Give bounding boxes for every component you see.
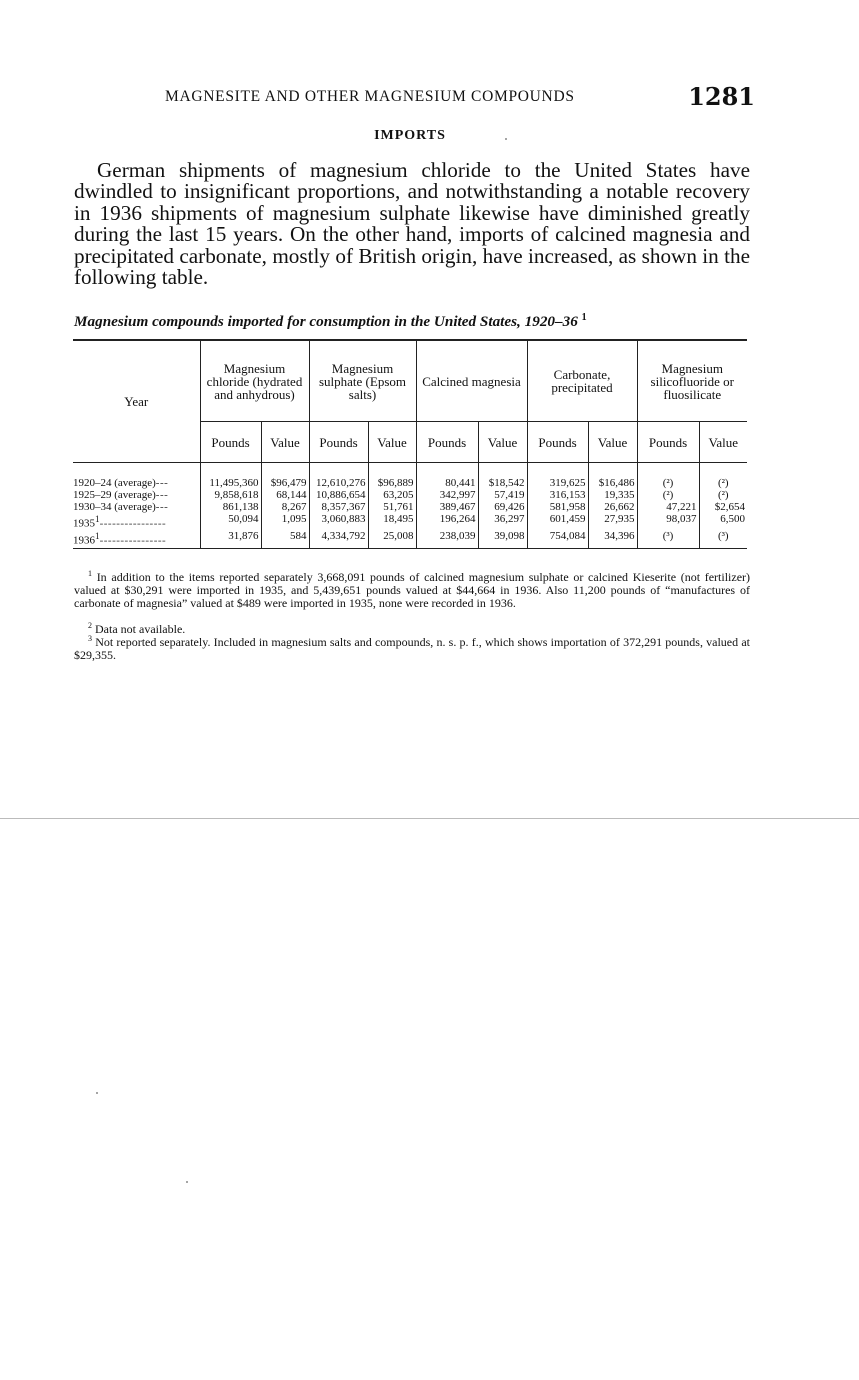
table-cell: $96,479	[261, 463, 309, 490]
footnote-ref: 1	[95, 514, 100, 524]
year-label: 1935	[73, 517, 95, 530]
table-cell: (²)	[699, 489, 747, 501]
scan-speck	[505, 138, 507, 140]
imports-table	[73, 339, 747, 549]
running-title: MAGNESITE AND OTHER MAGNESIUM COMPOUNDS	[165, 88, 575, 105]
footnote-text: Data not available.	[95, 622, 186, 636]
table-cell: 4,334,792	[309, 530, 368, 549]
table-cell: 11,495,360	[200, 463, 261, 490]
table-cell: 50,094	[200, 513, 261, 530]
table-cell: 98,037	[637, 513, 699, 530]
leader-dots: ---	[155, 489, 169, 501]
footnote-mark: 2	[88, 621, 92, 630]
footnote-1	[74, 567, 750, 611]
table-cell: (²)	[699, 463, 747, 490]
table-cell: 26,662	[588, 501, 637, 513]
table-cell: 69,426	[478, 501, 527, 513]
value-header: Value	[699, 422, 747, 463]
table-row	[73, 489, 747, 501]
value-header: Value	[588, 422, 637, 463]
footnote-mark: 3	[88, 634, 92, 643]
table-cell: $96,889	[368, 463, 416, 490]
table-cell: 19,335	[588, 489, 637, 501]
table-cell: (³)	[637, 530, 699, 549]
table-cell: 10,886,654	[309, 489, 368, 501]
year-cell	[73, 489, 200, 501]
table-cell: $2,654	[699, 501, 747, 513]
table-caption	[74, 312, 754, 331]
table-cell: 63,205	[368, 489, 416, 501]
table-cell: 25,008	[368, 530, 416, 549]
table-row	[73, 530, 747, 549]
table-cell: $16,486	[588, 463, 637, 490]
leader-dots: ----------------	[99, 517, 167, 530]
year-cell	[73, 530, 200, 549]
value-header: Value	[368, 422, 416, 463]
table-cell: 27,935	[588, 513, 637, 530]
table-cell: 8,267	[261, 501, 309, 513]
scan-speck	[186, 1181, 188, 1183]
pounds-header: Pounds	[200, 422, 261, 463]
scan-speck	[96, 1092, 98, 1094]
table-cell: 31,876	[200, 530, 261, 549]
table-cell: 861,138	[200, 501, 261, 513]
footnote-3	[74, 632, 750, 662]
year-header: Year	[73, 340, 200, 463]
table-cell: 754,084	[527, 530, 588, 549]
table-cell: 68,144	[261, 489, 309, 501]
year-cell	[73, 513, 200, 530]
footnote-text: In addition to the items reported separately 3,668,091 pounds of calcined magnesium sulphate or calcined Kieserite (not fertilizer) valued at $30,291 were imported in 1935, and 5,439,651 pounds valued at $44,664 in 1936. Also 11,200 pounds of “manufactures of carbonate of magnesia” valued at $489 were imported in 1935, none were recorded in 1936.	[74, 570, 751, 611]
year-label: 1930–34 (average)	[73, 501, 156, 513]
running-head	[165, 82, 755, 111]
table-cell: 36,297	[478, 513, 527, 530]
table-cell: 196,264	[416, 513, 478, 530]
table-cell: 238,039	[416, 530, 478, 549]
table-row	[73, 463, 747, 490]
table-cell: 1,095	[261, 513, 309, 530]
pounds-header: Pounds	[637, 422, 699, 463]
page-number: 1281	[688, 82, 755, 111]
year-cell	[73, 501, 200, 513]
table-row	[73, 501, 747, 513]
table-cell: 316,153	[527, 489, 588, 501]
group-header-silicofluoride: Magnesium silicofluoride or fluosilicate	[637, 340, 747, 422]
table-cell: 34,396	[588, 530, 637, 549]
pounds-header: Pounds	[527, 422, 588, 463]
body-paragraph: German shipments of magnesium chloride to the United States have dwindled to insignificant proportions, and notwithstanding a notable recovery in 1936 shipments of magnesium sulphate likewise have diminished greatly during the last 15 years. On the other hand, imports of calcined magnesia and precipitated carbonate, mostly of British origin, have increased, as shown in the following table.	[74, 158, 750, 290]
section-heading: IMPORTS	[374, 128, 446, 143]
year-label: 1936	[73, 534, 95, 547]
table-caption-text: Magnesium compounds imported for consumption in the United States, 1920–36	[74, 313, 578, 331]
table-cell: (³)	[699, 530, 747, 549]
table-cell: 80,441	[416, 463, 478, 490]
table-row	[73, 513, 747, 530]
table-cell: 12,610,276	[309, 463, 368, 490]
year-cell	[73, 463, 200, 490]
leader-dots: ---	[155, 501, 169, 513]
table-cell: 601,459	[527, 513, 588, 530]
leader-dots: ----------------	[99, 534, 167, 547]
pounds-header: Pounds	[416, 422, 478, 463]
pounds-header: Pounds	[309, 422, 368, 463]
footnote-text: Not reported separately. Included in magnesium salts and compounds, n. s. p. f., which shows importation of 372,291 pounds, valued at $29,355.	[74, 635, 750, 663]
footnote-ref: 1	[95, 530, 100, 541]
table-cell: 8,357,367	[309, 501, 368, 513]
table-caption-note: 1	[581, 312, 587, 323]
table-cell: $18,542	[478, 463, 527, 490]
table-cell: 581,958	[527, 501, 588, 513]
group-header-chloride: Magnesium chloride (hydrated and anhydrous)	[200, 340, 309, 422]
table-cell: 389,467	[416, 501, 478, 513]
footnote-mark: 1	[88, 569, 92, 578]
table-cell: 6,500	[699, 513, 747, 530]
table-cell: 9,858,618	[200, 489, 261, 501]
leader-dots: ---	[155, 477, 169, 489]
table-cell: 18,495	[368, 513, 416, 530]
table-cell: 319,625	[527, 463, 588, 490]
table-cell: 584	[261, 530, 309, 549]
group-header-calcined: Calcined magnesia	[416, 340, 527, 422]
group-header-carbonate: Carbonate, precipitated	[527, 340, 637, 422]
table-cell: 3,060,883	[309, 513, 368, 530]
value-header: Value	[478, 422, 527, 463]
table-cell: (²)	[637, 489, 699, 501]
value-header: Value	[261, 422, 309, 463]
table-cell: 39,098	[478, 530, 527, 549]
table-cell: 47,221	[637, 501, 699, 513]
group-header-sulphate: Magnesium sulphate (Epsom salts)	[309, 340, 416, 422]
table-cell: 342,997	[416, 489, 478, 501]
scan-edge-line	[0, 818, 859, 819]
year-label: 1925–29 (average)	[73, 489, 156, 501]
year-label: 1920–24 (average)	[73, 477, 156, 489]
table-cell: 57,419	[478, 489, 527, 501]
table-cell: 51,761	[368, 501, 416, 513]
table-cell: (²)	[637, 463, 699, 490]
